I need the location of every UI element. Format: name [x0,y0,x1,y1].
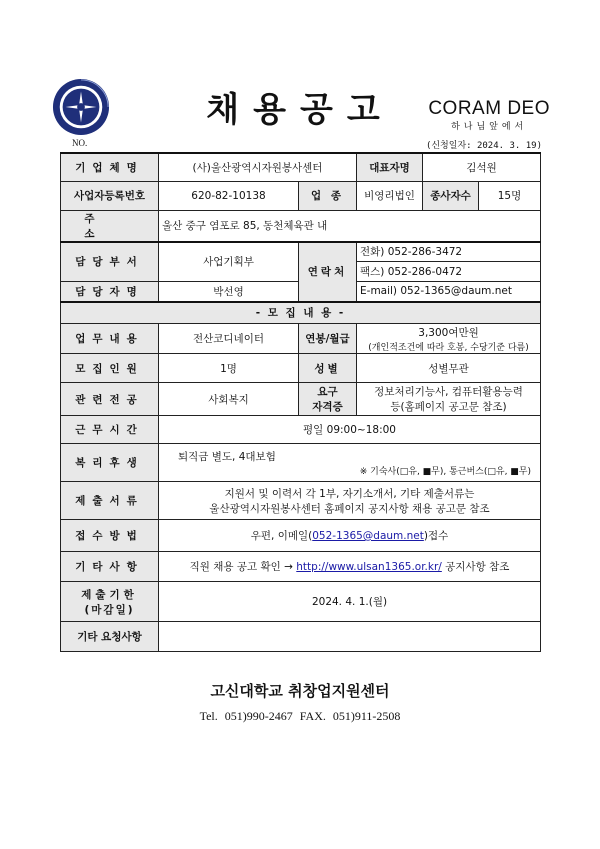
ceo-label: 대표자명 [357,153,423,181]
contact-label: 연락처 [299,242,357,302]
cert-value-line1: 정보처리기능사, 컴퓨터활용능력 [374,386,523,398]
apply-method-prefix: 우편, 이메일( [250,530,313,542]
application-date: (신청일자: 2024. 3. 19) [425,141,542,151]
apply-method-suffix: )접수 [423,530,449,542]
hours-label: 근무시간 [61,416,159,444]
industry-value: 비영리법인 [357,181,423,210]
welfare-note: ※ 기숙사(□유, ■무), 통근버스(□유, ■무) [359,466,532,477]
salary-value: 3,300여만원 [418,326,479,339]
gender-label: 성별 [299,354,357,383]
fax-value: 팩스) 052-286-0472 [357,262,541,282]
documents-line2: 울산광역시자원봉사센터 홈페이지 공지사항 채용 공고문 참조 [209,502,490,515]
major-label: 관련전공 [61,383,159,416]
ceo-value: 김석원 [423,153,541,181]
apply-email-link[interactable]: 052-1365@daum.net [312,530,424,542]
employees-value: 15명 [479,181,541,210]
etc-cell [159,552,541,582]
section-title: - 모 집 내 용 - [61,302,541,324]
etc-suffix: 공지사항 참조 [441,561,510,573]
etc-label: 기타사항 [61,552,159,582]
email-value: E-mail) 052-1365@daum.net [357,282,541,302]
employees-label: 종사자수 [423,181,479,210]
brand-block [428,98,550,132]
manager-label: 담당자명 [61,282,159,302]
phone-value: 전화) 052-286-3472 [357,242,541,262]
company-label: 기업체명 [61,153,159,181]
cert-cell [357,383,541,416]
etc-prefix: 직원 채용 공고 확인 → [189,561,297,573]
address-value: 울산 중구 염포로 85, 동천체육관 내 [159,210,541,242]
apply-method-label: 접수방법 [61,520,159,552]
business-number-value: 620-82-10138 [159,181,299,210]
address-label: 주소 [61,210,159,242]
salary-label: 연봉/월급 [299,324,357,354]
duty-value: 전산코디네이터 [159,324,299,354]
cert-label-line1: 요구 [317,386,338,398]
industry-label: 업 종 [299,181,357,210]
hours-value: 평일 09:00~18:00 [159,416,541,444]
welfare-value: 퇴직금 별도, 4대보험 [178,450,276,463]
request-label: 기타 요청사항 [61,622,159,652]
brand-english: CORAM DEO [428,98,550,119]
cert-value-line2: 등(홈페이지 공고문 참조) [390,401,507,413]
salary-cell [357,324,541,354]
gender-value: 성별무관 [357,354,541,383]
documents-cell [159,482,541,520]
request-value [159,622,541,652]
manager-value: 박선영 [159,282,299,302]
footer-organization: 고신대학교 취창업지원센터 [210,682,390,700]
cert-label-line2: 자격증 [312,401,343,413]
deadline-value: 2024. 4. 1.(월) [159,582,541,622]
deadline-label-line2: (마감일) [84,603,135,616]
job-posting-table [60,152,541,652]
headcount-value: 1명 [159,354,299,383]
deadline-label-line1: 제출기한 [81,588,138,601]
welfare-label: 복리후생 [61,444,159,482]
department-label: 담당부서 [61,242,159,282]
salary-note: (개인적조건에 따라 호봉, 수당기준 다름) [368,342,529,353]
business-number-label: 사업자등록번호 [61,181,159,210]
company-value: (사)울산광역시자원봉사센터 [159,153,357,181]
page-title: 채용공고 [206,90,394,130]
cert-label [299,383,357,416]
documents-label: 제출서류 [61,482,159,520]
brand-korean: 하나님앞에서 [451,122,528,132]
department-value: 사업기획부 [159,242,299,282]
apply-method-cell [159,520,541,552]
duty-label: 업무내용 [61,324,159,354]
deadline-label [61,582,159,622]
website-link[interactable]: http://www.ulsan1365.or.kr/ [296,561,442,573]
headcount-label: 모집인원 [61,354,159,383]
documents-line1: 지원서 및 이력서 각 1부, 자기소개서, 기타 제출서류는 [224,487,475,500]
welfare-cell [159,444,541,482]
document-number-label: NO. [72,138,88,148]
major-value: 사회복지 [159,383,299,416]
footer-contact: Tel. 051)990-2467 FAX. 051)911-2508 [199,709,401,723]
